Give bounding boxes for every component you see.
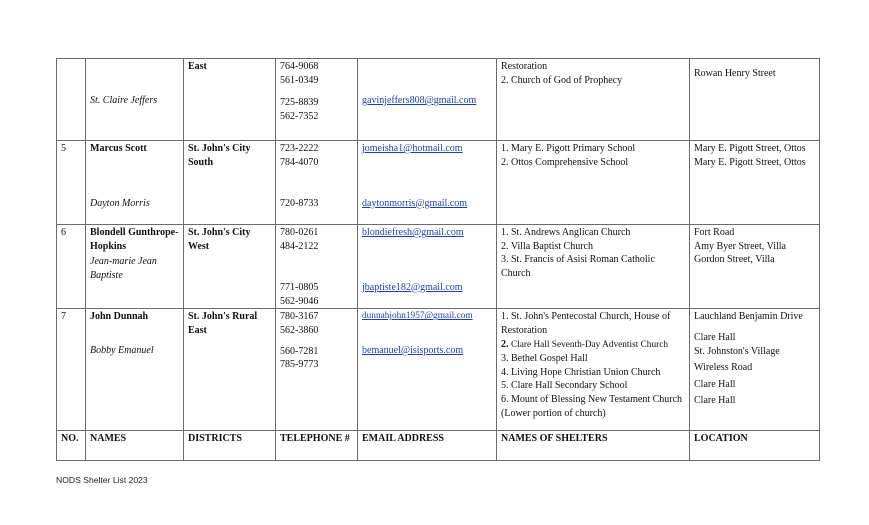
shelter-number: 2. xyxy=(501,338,509,350)
contact-name: St. Claire Jeffers xyxy=(90,95,158,106)
shelter-item: 2. Villa Baptist Church xyxy=(501,240,593,252)
email-link[interactable]: jbaptiste182@gmail.com xyxy=(362,281,463,293)
shelter-item: 1. St. John's Pentecostal Church, House of Restoration xyxy=(501,311,671,336)
shelter-name: Clare Hall Seventh-Day Adventist Church xyxy=(511,339,668,350)
no-cell: 6 xyxy=(57,225,86,309)
phone-cell xyxy=(276,225,358,309)
contact-name: Dayton Morris xyxy=(90,197,150,209)
contact-name: Marcus Scott xyxy=(90,143,147,154)
phone-number: 561-0349 xyxy=(280,74,319,86)
table-header-row xyxy=(57,431,820,461)
no-cell xyxy=(57,59,86,141)
email-link[interactable]: gavinjeffers808@gmail.com xyxy=(362,95,477,106)
names-cell xyxy=(86,309,184,431)
shelter-item: 2. Ottos Comprehensive School xyxy=(501,156,629,168)
location-item: Mary E. Pigott Street, Ottos xyxy=(694,143,806,154)
phone-number: 780-0261 xyxy=(280,227,319,238)
phone-number: 720-8733 xyxy=(280,198,319,210)
phone-number: 723-2222 xyxy=(280,143,319,154)
shelters-cell xyxy=(497,309,690,431)
location-cell xyxy=(690,59,820,141)
header-no: NO. xyxy=(57,431,86,461)
phone-number: 764-9068 xyxy=(280,61,319,72)
email-cell xyxy=(358,59,497,141)
names-cell xyxy=(86,225,184,309)
contact-name: Jean-marie Jean Baptiste xyxy=(90,256,157,281)
district-cell: St. John's Rural East xyxy=(184,309,276,431)
district-cell: East xyxy=(184,59,276,141)
no-cell: 7 xyxy=(57,309,86,431)
location-item: Clare Hall xyxy=(694,395,736,407)
phone-number: 560-7281 xyxy=(280,345,319,357)
shelter-item: 6. Mount of Blessing New Testament Church (Lower portion of church) xyxy=(501,393,683,419)
phone-number: 484-2122 xyxy=(280,240,319,252)
phone-number: 562-7352 xyxy=(280,110,319,122)
district-cell: St. John's City South xyxy=(184,141,276,225)
phone-cell xyxy=(276,59,358,141)
email-link[interactable]: blondiefresh@gmail.com xyxy=(362,227,464,238)
phone-number: 562-3860 xyxy=(280,324,319,336)
shelter-item: Restoration xyxy=(501,61,548,72)
shelters-cell xyxy=(497,59,690,141)
phone-number: 562-9046 xyxy=(280,295,319,307)
shelters-cell xyxy=(497,225,690,309)
location-item: Fort Road xyxy=(694,227,735,238)
header-telephone: TELEPHONE # xyxy=(276,431,358,461)
phone-number: 725-8839 xyxy=(280,97,319,109)
table-row xyxy=(57,225,820,309)
shelter-item: 3. St. Francis of Asisi Roman Catholic Church xyxy=(501,254,655,279)
location-item: Clare Hall xyxy=(694,331,736,343)
contact-name: Blondell Gunthrope-Hopkins xyxy=(90,227,179,252)
email-cell xyxy=(358,225,497,309)
location-cell xyxy=(690,309,820,431)
shelter-item: 1. Mary E. Pigott Primary School xyxy=(501,143,636,154)
location-item: Rowan Henry Street xyxy=(694,68,776,79)
shelters-cell xyxy=(497,141,690,225)
phone-number: 780-3167 xyxy=(280,311,319,323)
table-row xyxy=(57,141,820,225)
names-cell xyxy=(86,59,184,141)
location-item: Amy Byer Street, Villa xyxy=(694,240,786,252)
shelter-item: 5. Clare Hall Secondary School xyxy=(501,380,628,392)
email-cell xyxy=(358,309,497,431)
header-names: NAMES xyxy=(86,431,184,461)
location-item: Gordon Street, Villa xyxy=(694,254,775,266)
location-cell xyxy=(690,141,820,225)
header-districts: DISTRICTS xyxy=(184,431,276,461)
email-cell xyxy=(358,141,497,225)
names-cell xyxy=(86,141,184,225)
location-item: Wireless Road xyxy=(694,362,753,374)
location-cell xyxy=(690,225,820,309)
email-link[interactable]: jomeisha1@hotmail.com xyxy=(362,143,463,154)
shelter-item: 2. Church of God of Prophecy xyxy=(501,74,623,86)
phone-cell xyxy=(276,141,358,225)
email-link[interactable]: bemanuel@isisports.com xyxy=(362,344,464,356)
contact-name: Bobby Emanuel xyxy=(90,344,154,356)
header-email: EMAIL ADDRESS xyxy=(358,431,497,461)
phone-cell xyxy=(276,309,358,431)
shelter-item: 1. St. Andrews Anglican Church xyxy=(501,227,631,238)
email-link[interactable]: daytonmorris@gmail.com xyxy=(362,197,468,209)
phone-number: 771-0805 xyxy=(280,282,319,294)
location-item: Mary E. Pigott Street, Ottos xyxy=(694,156,806,168)
page-footer: NODS Shelter List 2023 xyxy=(56,475,148,485)
email-link[interactable]: dunnahjohn1957@gmail.com xyxy=(362,311,473,322)
location-item: Clare Hall xyxy=(694,378,736,390)
location-item: Lauchland Benjamin Drive xyxy=(694,311,803,323)
shelter-table xyxy=(56,58,820,461)
shelter-list-sheet xyxy=(56,58,820,461)
table-row xyxy=(57,309,820,431)
shelter-item: 3. Bethel Gospel Hall xyxy=(501,353,588,365)
header-location: LOCATION xyxy=(690,431,820,461)
table-row xyxy=(57,59,820,141)
phone-number: 784-4070 xyxy=(280,156,319,168)
shelter-item xyxy=(501,338,685,353)
location-item: St. Johnston's Village xyxy=(694,345,780,357)
district-cell: St. John's City West xyxy=(184,225,276,309)
header-shelters: NAMES OF SHELTERS xyxy=(497,431,690,461)
contact-name: John Dunnah xyxy=(90,311,149,323)
no-cell: 5 xyxy=(57,141,86,225)
phone-number: 785-9773 xyxy=(280,359,319,371)
shelter-item: 4. Living Hope Christian Union Church xyxy=(501,366,661,378)
